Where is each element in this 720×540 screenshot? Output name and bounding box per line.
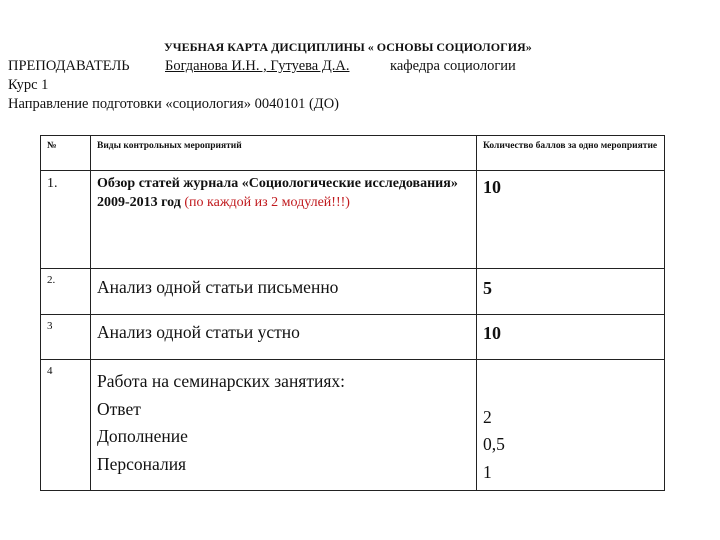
header-points: Количество баллов за одно мероприятие <box>477 136 665 171</box>
row-num: 4 <box>41 360 91 491</box>
course: Курс 1 <box>8 77 49 93</box>
row-activity <box>91 360 477 491</box>
row-points: 10 <box>477 315 665 360</box>
header-activity: Виды контрольных мероприятий <box>91 136 477 171</box>
sub-item: Дополнение <box>97 426 188 446</box>
row-num: 1. <box>41 171 91 269</box>
activity-text: Обзор статей журнала «Социологические исследования» 2009-2013 год <box>97 176 458 210</box>
teacher-label: ПРЕПОДАВАТЕЛЬ <box>8 58 130 74</box>
row-activity <box>91 171 477 269</box>
table-row <box>41 269 665 315</box>
activity-text: Работа на семинарских занятиях: <box>97 371 346 391</box>
header-num: № <box>41 136 91 171</box>
row-num: 3 <box>41 315 91 360</box>
sub-item: Персоналия <box>97 453 187 474</box>
activity-note: (по каждой из 2 модулей!!!) <box>184 194 350 210</box>
sub-item: Ответ <box>97 398 141 419</box>
table-row <box>41 360 665 491</box>
department: кафедра социологии <box>390 58 516 74</box>
row-activity: Анализ одной статьи устно <box>91 315 477 360</box>
table-header-row <box>41 136 665 171</box>
study-direction: Направление подготовки «социология» 0040101 (ДО) <box>8 96 340 112</box>
teacher-names: Богданова И.Н. , Гутуева Д.А. <box>165 58 350 74</box>
sub-points: 0,5 <box>483 434 505 454</box>
row-points: 10 <box>477 171 665 269</box>
table-row <box>41 315 665 360</box>
row-points <box>477 360 665 491</box>
row-num: 2. <box>41 269 91 315</box>
row-points: 5 <box>477 269 665 315</box>
table-row <box>41 171 665 269</box>
sub-points: 1 <box>483 461 492 482</box>
document-title: УЧЕБНАЯ КАРТА ДИСЦИПЛИНЫ « ОСНОВЫ СОЦИОЛОГИЯ» <box>164 40 532 54</box>
row-activity: Анализ одной статьи письменно <box>91 269 477 315</box>
activities-table <box>40 135 665 491</box>
sub-points: 2 <box>483 406 492 427</box>
